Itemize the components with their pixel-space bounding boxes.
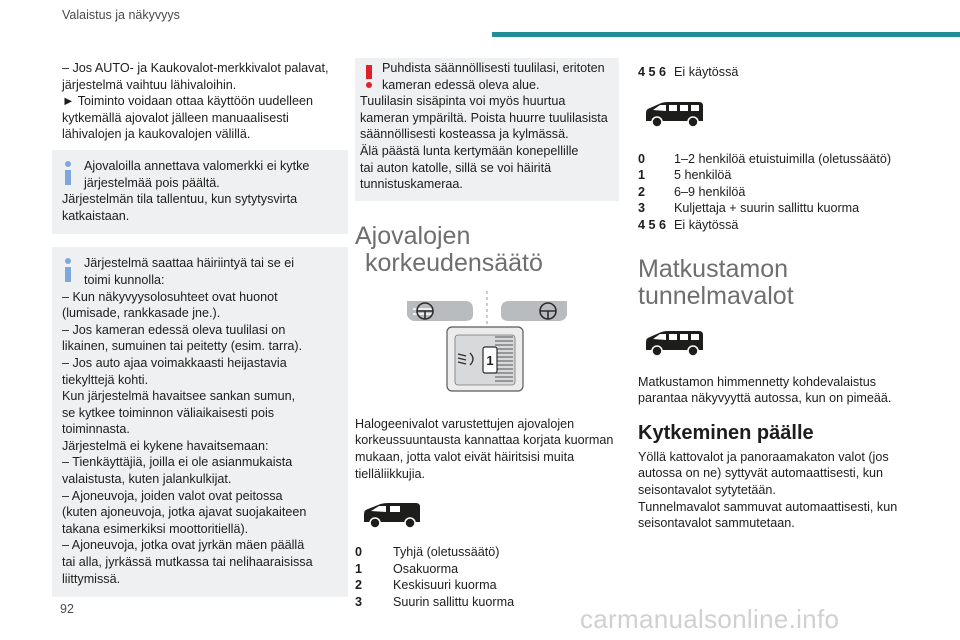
setting-text: Tyhjä (oletussäätö)	[393, 545, 500, 560]
setting-row	[638, 64, 908, 81]
text-line: – Tienkäyttäjiä, joilla ei ole asianmukaista	[62, 455, 293, 470]
text-line: takana esimerkiksi moottoritiellä).	[62, 521, 249, 536]
text-line: kameran edessä oleva alue.	[382, 77, 540, 92]
headlamp-adjust-illustration	[355, 285, 619, 400]
text-line: Järjestelmän tila tallentuu, kun sytytysvirta	[62, 192, 298, 207]
setting-row	[638, 184, 908, 201]
text-line: – Kun näkyvyysolosuhteet ovat huonot	[62, 289, 278, 304]
warning-icon	[366, 65, 372, 89]
text-line: Puhdista säännöllisesti tuulilasi, eritoten	[382, 61, 605, 75]
text-line: seisontavalot sytytetään.	[638, 482, 776, 497]
right-headlamp-icon	[501, 301, 567, 321]
text-line: kameran ympäriltä. Poista huurre tuulilasista	[360, 110, 608, 125]
column-3	[638, 64, 908, 532]
warning-note	[355, 58, 619, 201]
section-title-line: korkeudensäätö	[365, 248, 543, 277]
text-line: toiminnasta.	[62, 422, 130, 437]
setting-key: 2	[638, 184, 646, 199]
text-line: Matkustamon himmennetty kohdevalaistus	[638, 374, 876, 389]
info-note-2	[52, 247, 348, 597]
text-line: – Ajoneuvoja, joiden valot ovat peitossa	[62, 488, 283, 503]
setting-row	[638, 200, 908, 217]
text-line: järjestelmää pois päältä.	[84, 175, 220, 190]
setting-key: 1	[638, 168, 646, 183]
setting-text: 5 henkilöä	[674, 168, 732, 183]
setting-key: 4 5 6	[638, 65, 667, 79]
text-line: Halogeenivalot varustettujen ajovalojen	[355, 416, 575, 431]
setting-key: 0	[355, 545, 363, 560]
text-line: – Jos AUTO- ja Kaukovalot-merkkivalot palavat,	[62, 61, 329, 75]
text-line: Järjestelmä ei kykene havaitsemaan:	[62, 438, 269, 453]
text-line: kytkemällä ajovalot jälleen manuaalisesti	[62, 110, 289, 125]
setting-row	[355, 544, 619, 561]
setting-key: 1	[355, 561, 363, 576]
text-line: tai auton katolle, sillä se voi häiritä	[360, 160, 552, 175]
knob-value-label: 1	[486, 352, 494, 368]
text-line: Yöllä kattovalot ja panoraamakaton valot (jos	[638, 449, 889, 464]
text-line: – Ajoneuvoja, jotka ovat jyrkän mäen päällä	[62, 538, 305, 553]
setting-key: 2	[355, 578, 363, 593]
section-title	[638, 256, 908, 310]
text-line: parantaa näkyvyyttä autossa, kun on pimeää.	[638, 391, 892, 406]
text-line: lähivalojen ja kaukovalojen välillä.	[62, 127, 251, 142]
setting-text: Suurin sallittu kuorma	[393, 594, 515, 609]
setting-row	[638, 217, 908, 234]
text-line: valaistusta, kuten jalankulkijat.	[62, 472, 232, 487]
text-line: toimi kunnolla:	[84, 272, 165, 287]
text-line: Älä päästä lunta kertymään konepellille	[360, 143, 579, 158]
text-line: – Jos kameran edessä oleva tuulilasi on	[62, 322, 286, 337]
setting-text: Keskisuuri kuorma	[393, 578, 497, 593]
text-line: säännöllisesti kosteassa ja kylmässä.	[360, 127, 569, 142]
minibus-icon	[643, 101, 705, 129]
setting-key: 3	[638, 201, 646, 216]
subsection-title: Kytkeminen päälle	[638, 421, 814, 444]
column-2	[355, 58, 619, 611]
setting-text: 6–9 henkilöä	[674, 184, 746, 199]
setting-row	[638, 167, 908, 184]
text-line: ► Toiminto voidaan ottaa käyttöön uudelleen	[62, 94, 313, 109]
setting-key: 4 5 6	[638, 217, 667, 232]
text-line: autossa on ne) syttyvät automaattisesti, kun	[638, 466, 884, 481]
setting-row	[355, 561, 619, 578]
text-line: tai alla, jyrkässä mutkassa tai nelihaaraisissa	[62, 555, 313, 570]
header-accent-bar	[492, 32, 960, 37]
text-line: se kytkee toiminnon väliaikaisesti pois	[62, 405, 275, 420]
text-line: Järjestelmä saattaa häiriintyä tai se ei	[84, 256, 294, 271]
setting-key: 0	[638, 151, 646, 166]
text-line: likainen, sumuinen tai peitetty (esim. tarra).	[62, 339, 303, 354]
watermark: carmanualsonline.info	[580, 604, 840, 634]
setting-text: Ei käytössä	[674, 217, 739, 232]
text-line: seisontavalot sammutetaan.	[638, 516, 795, 531]
section-title	[355, 223, 619, 277]
section-title-line: Matkustamon	[638, 254, 789, 283]
text-line: tunnistuskameraa.	[360, 177, 463, 192]
text-line: mukaan, jotta valot eivät häiritsisi muita	[355, 449, 575, 464]
text-line: tiekylttejä kohti.	[62, 372, 149, 387]
text-line: Tunnelmavalot sammuvat automaattisesti, kun	[638, 499, 898, 514]
section-title-line: Ajovalojen	[355, 221, 471, 250]
running-header: Valaistus ja näkyvyys	[62, 8, 180, 22]
setting-text: Ei käytössä	[674, 65, 739, 79]
text-line: katkaistaan.	[62, 208, 130, 223]
setting-row	[355, 577, 619, 594]
setting-row	[638, 151, 908, 168]
text-line: korkeussuuntausta kannattaa korjata kuorman	[355, 433, 614, 448]
text-line: tielläliikkujia.	[355, 466, 425, 481]
van-icon	[360, 502, 422, 530]
page-number: 92	[60, 602, 74, 616]
text-line: Ajovaloilla annettava valomerkki ei kytke	[84, 158, 310, 173]
info-icon	[65, 258, 71, 282]
text-line: (kuten ajoneuvoja, jotka ajavat suojakaiteen	[62, 505, 307, 520]
minibus-icon	[643, 330, 705, 358]
text-line: liittymissä.	[62, 571, 121, 586]
column-1	[62, 60, 338, 597]
setting-text: 1–2 henkilöä etuistuimilla (oletussäätö)	[674, 151, 892, 166]
setting-text: Kuljettaja + suurin sallittu kuorma	[674, 201, 860, 216]
info-icon	[65, 161, 71, 185]
info-note-1	[52, 150, 348, 234]
setting-text: Osakuorma	[393, 561, 459, 576]
text-line: (lumisade, rankkasade jne.).	[62, 306, 221, 321]
text-line: Kun järjestelmä havaitsee sankan sumun,	[62, 389, 296, 404]
text-line: Tuulilasin sisäpinta voi myös huurtua	[360, 94, 566, 109]
setting-key: 3	[355, 594, 363, 609]
text-line: – Jos auto ajaa voimakkaasti heijastavia	[62, 355, 287, 370]
text-line: järjestelmä vaihtuu lähivaloihin.	[62, 77, 237, 92]
section-title-line: tunnelmavalot	[638, 281, 794, 310]
